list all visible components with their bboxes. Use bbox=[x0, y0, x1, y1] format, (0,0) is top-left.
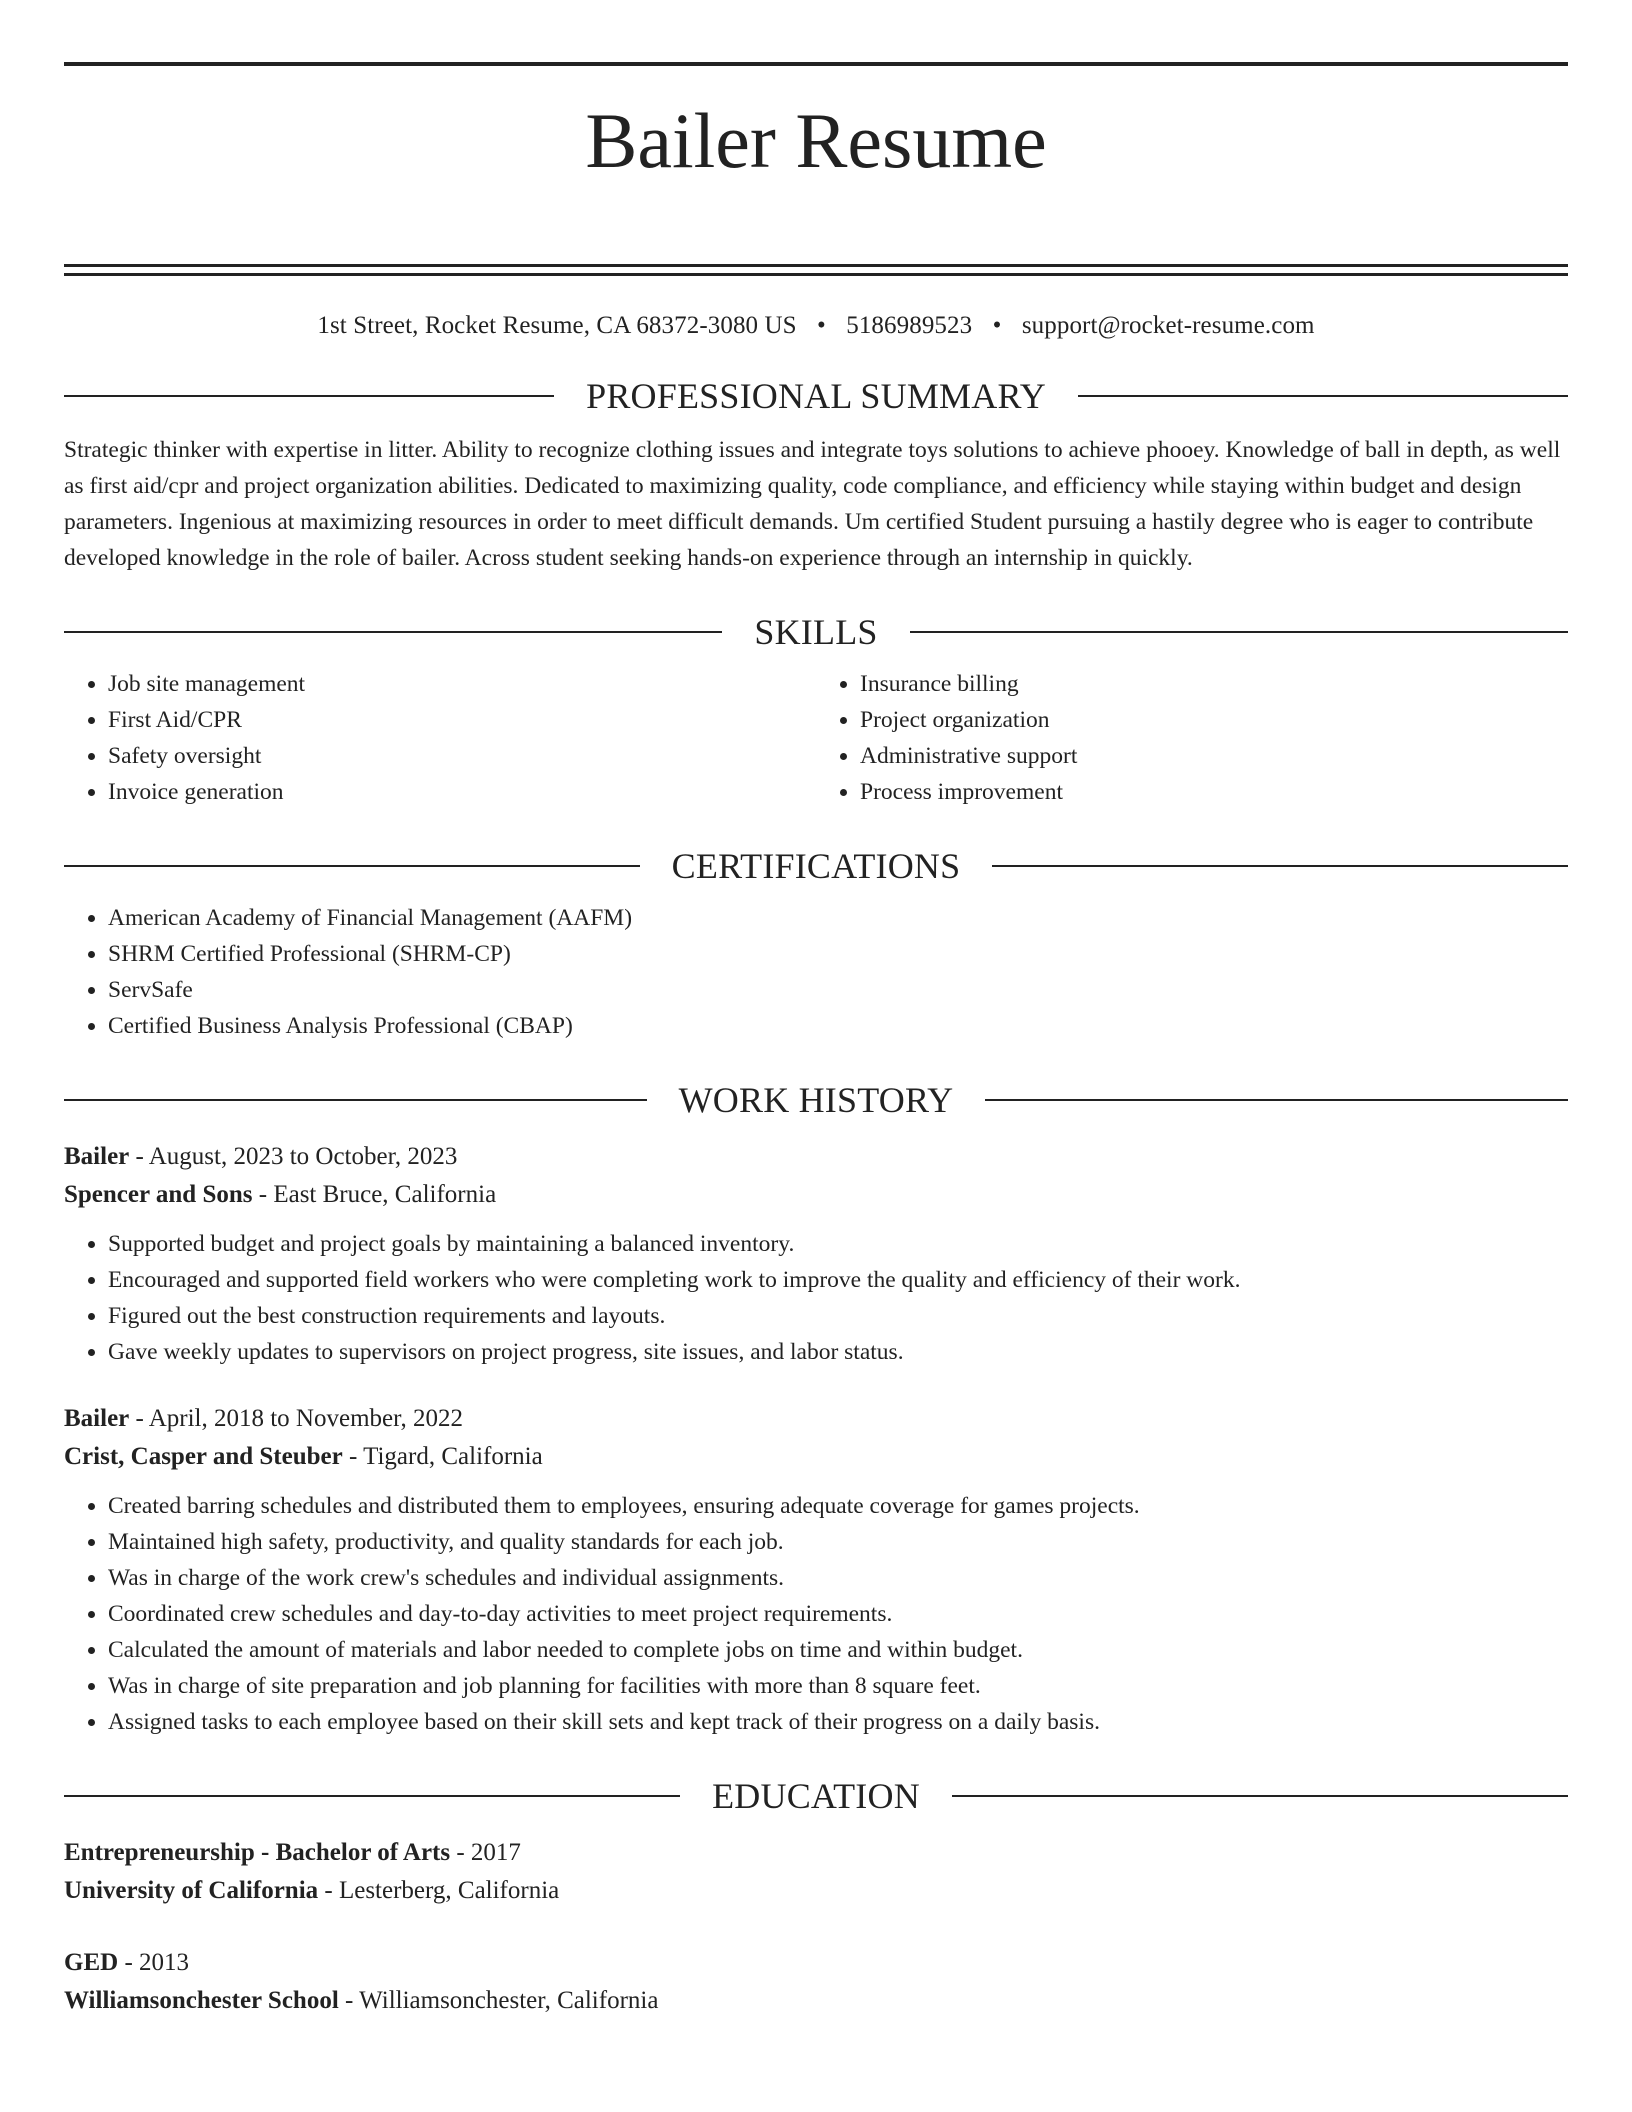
top-rule bbox=[64, 62, 1568, 66]
education-year: - 2013 bbox=[118, 1949, 190, 1977]
divider bbox=[64, 1795, 680, 1797]
skill-item: • Insurance billing bbox=[860, 666, 1568, 702]
job-bullet: • Encouraged and supported field workers who were completing work to improve the quality and efficiency of their work. bbox=[108, 1262, 1568, 1298]
job-role: Bailer bbox=[64, 1405, 130, 1433]
job-location: - East Bruce, California bbox=[252, 1181, 497, 1209]
job-bullet: • Was in charge of the work crew's schedules and individual assignments. bbox=[108, 1560, 1568, 1596]
divider bbox=[992, 865, 1568, 867]
education-degree-line bbox=[64, 1944, 1568, 1982]
education-school: University of California bbox=[64, 1877, 319, 1905]
contact-separator: • bbox=[992, 312, 1002, 340]
job-role: Bailer bbox=[64, 1143, 130, 1171]
skill-item: • Project organization bbox=[860, 702, 1568, 738]
header-rule-bottom bbox=[64, 273, 1568, 276]
section-heading-certifications bbox=[64, 844, 1568, 888]
divider bbox=[1078, 395, 1568, 397]
education-school: Williamsonchester School bbox=[64, 1987, 339, 2015]
job-bullet: • Gave weekly updates to supervisors on project progress, site issues, and labor status. bbox=[108, 1334, 1568, 1370]
contact-phone: 5186989523 bbox=[846, 312, 973, 340]
education-location: - Lesterberg, California bbox=[318, 1877, 560, 1905]
job-company-line bbox=[64, 1438, 1568, 1476]
job-bullet: • Figured out the best construction requirements and layouts. bbox=[108, 1298, 1568, 1334]
education-entry bbox=[64, 1834, 1568, 1910]
certifications-list bbox=[64, 900, 1568, 1044]
job-company-line bbox=[64, 1176, 1568, 1214]
education-entry bbox=[64, 1944, 1568, 2020]
section-title: PROFESSIONAL SUMMARY bbox=[586, 376, 1046, 417]
job-company: Crist, Casper and Steuber bbox=[64, 1443, 343, 1471]
section-title: CERTIFICATIONS bbox=[671, 846, 961, 887]
divider bbox=[64, 1099, 647, 1101]
job-bullet: • Created barring schedules and distributed them to employees, ensuring adequate coverage for games projects. bbox=[108, 1488, 1568, 1524]
skill-item: • Process improvement bbox=[860, 774, 1568, 810]
certification-item: • Certified Business Analysis Professional (CBAP) bbox=[108, 1008, 1568, 1044]
job-bullets bbox=[64, 1488, 1568, 1740]
skills-list-left bbox=[64, 666, 816, 810]
certification-item: • ServSafe bbox=[108, 972, 1568, 1008]
skill-item: • Job site management bbox=[108, 666, 816, 702]
job-dates: - August, 2023 to October, 2023 bbox=[129, 1143, 458, 1171]
skill-item: • Administrative support bbox=[860, 738, 1568, 774]
job-bullet: • Calculated the amount of materials and labor needed to complete jobs on time and within budget. bbox=[108, 1632, 1568, 1668]
education-degree: GED bbox=[64, 1949, 119, 1977]
divider bbox=[952, 1795, 1568, 1797]
section-heading-work-history bbox=[64, 1078, 1568, 1122]
job-company: Spencer and Sons bbox=[64, 1181, 253, 1209]
job-dates: - April, 2018 to November, 2022 bbox=[129, 1405, 463, 1433]
skill-item: • First Aid/CPR bbox=[108, 702, 816, 738]
job-location: - Tigard, California bbox=[342, 1443, 543, 1471]
education-degree: Entrepreneurship - Bachelor of Arts bbox=[64, 1839, 451, 1867]
summary-text: Strategic thinker with expertise in litter. Ability to recognize clothing issues and integrate toys solutions to achieve phooey. Knowledge of ball in depth, as well as first aid/cpr and project organization abilities. Dedicated to maximizing quality, code compliance, and efficiency while staying within budget and design parameters. Ingenious at maximizing resources in order to meet difficult demands. Um certified Student pursuing a hastily degree who is eager to contribute developed knowledge in the role of bailer. Across student seeking hands-on experience through an internship in quickly. bbox=[64, 437, 1561, 572]
education-year: - 2017 bbox=[450, 1839, 521, 1867]
contact-email: support@rocket-resume.com bbox=[1021, 312, 1315, 340]
job-bullets bbox=[64, 1226, 1568, 1370]
contact-separator: • bbox=[817, 312, 826, 340]
job-entry bbox=[64, 1138, 1568, 1370]
skills-list-right bbox=[816, 666, 1568, 810]
header-rule-top bbox=[64, 264, 1568, 267]
education-degree-line bbox=[64, 1834, 1568, 1872]
job-entry bbox=[64, 1400, 1568, 1740]
education-school-line bbox=[64, 1872, 1568, 1910]
section-heading-skills bbox=[64, 610, 1568, 654]
divider bbox=[985, 1099, 1568, 1101]
divider bbox=[64, 865, 640, 867]
section-heading-education bbox=[64, 1774, 1568, 1818]
job-bullet: • Coordinated crew schedules and day-to-day activities to meet project requirements. bbox=[108, 1596, 1568, 1632]
divider bbox=[64, 395, 554, 397]
contact-line bbox=[64, 312, 1568, 340]
certification-item: • SHRM Certified Professional (SHRM-CP) bbox=[108, 936, 1568, 972]
certification-item: • American Academy of Financial Management (AAFM) bbox=[108, 900, 1568, 936]
job-bullet: • Assigned tasks to each employee based on their skill sets and kept track of their progress on a daily basis. bbox=[108, 1704, 1568, 1740]
job-bullet: • Was in charge of site preparation and job planning for facilities with more than 8 square feet. bbox=[108, 1668, 1568, 1704]
skill-item: • Safety oversight bbox=[108, 738, 816, 774]
job-title-line bbox=[64, 1138, 1568, 1176]
section-title: EDUCATION bbox=[712, 1776, 920, 1817]
education-location: - Williamsonchester, California bbox=[338, 1987, 659, 2015]
divider bbox=[64, 631, 722, 633]
skill-item: • Invoice generation bbox=[108, 774, 816, 810]
job-bullet: • Maintained high safety, productivity, and quality standards for each job. bbox=[108, 1524, 1568, 1560]
divider bbox=[910, 631, 1568, 633]
section-heading-summary bbox=[64, 374, 1568, 418]
education-school-line bbox=[64, 1982, 1568, 2020]
contact-address: 1st Street, Rocket Resume, CA 68372-3080 US bbox=[317, 312, 797, 340]
section-title: SKILLS bbox=[754, 612, 878, 653]
job-title-line bbox=[64, 1400, 1568, 1438]
section-title: WORK HISTORY bbox=[678, 1080, 954, 1121]
resume-name: Bailer Resume bbox=[585, 97, 1047, 184]
job-bullet: • Supported budget and project goals by maintaining a balanced inventory. bbox=[108, 1226, 1568, 1262]
skills-grid bbox=[64, 654, 1568, 810]
